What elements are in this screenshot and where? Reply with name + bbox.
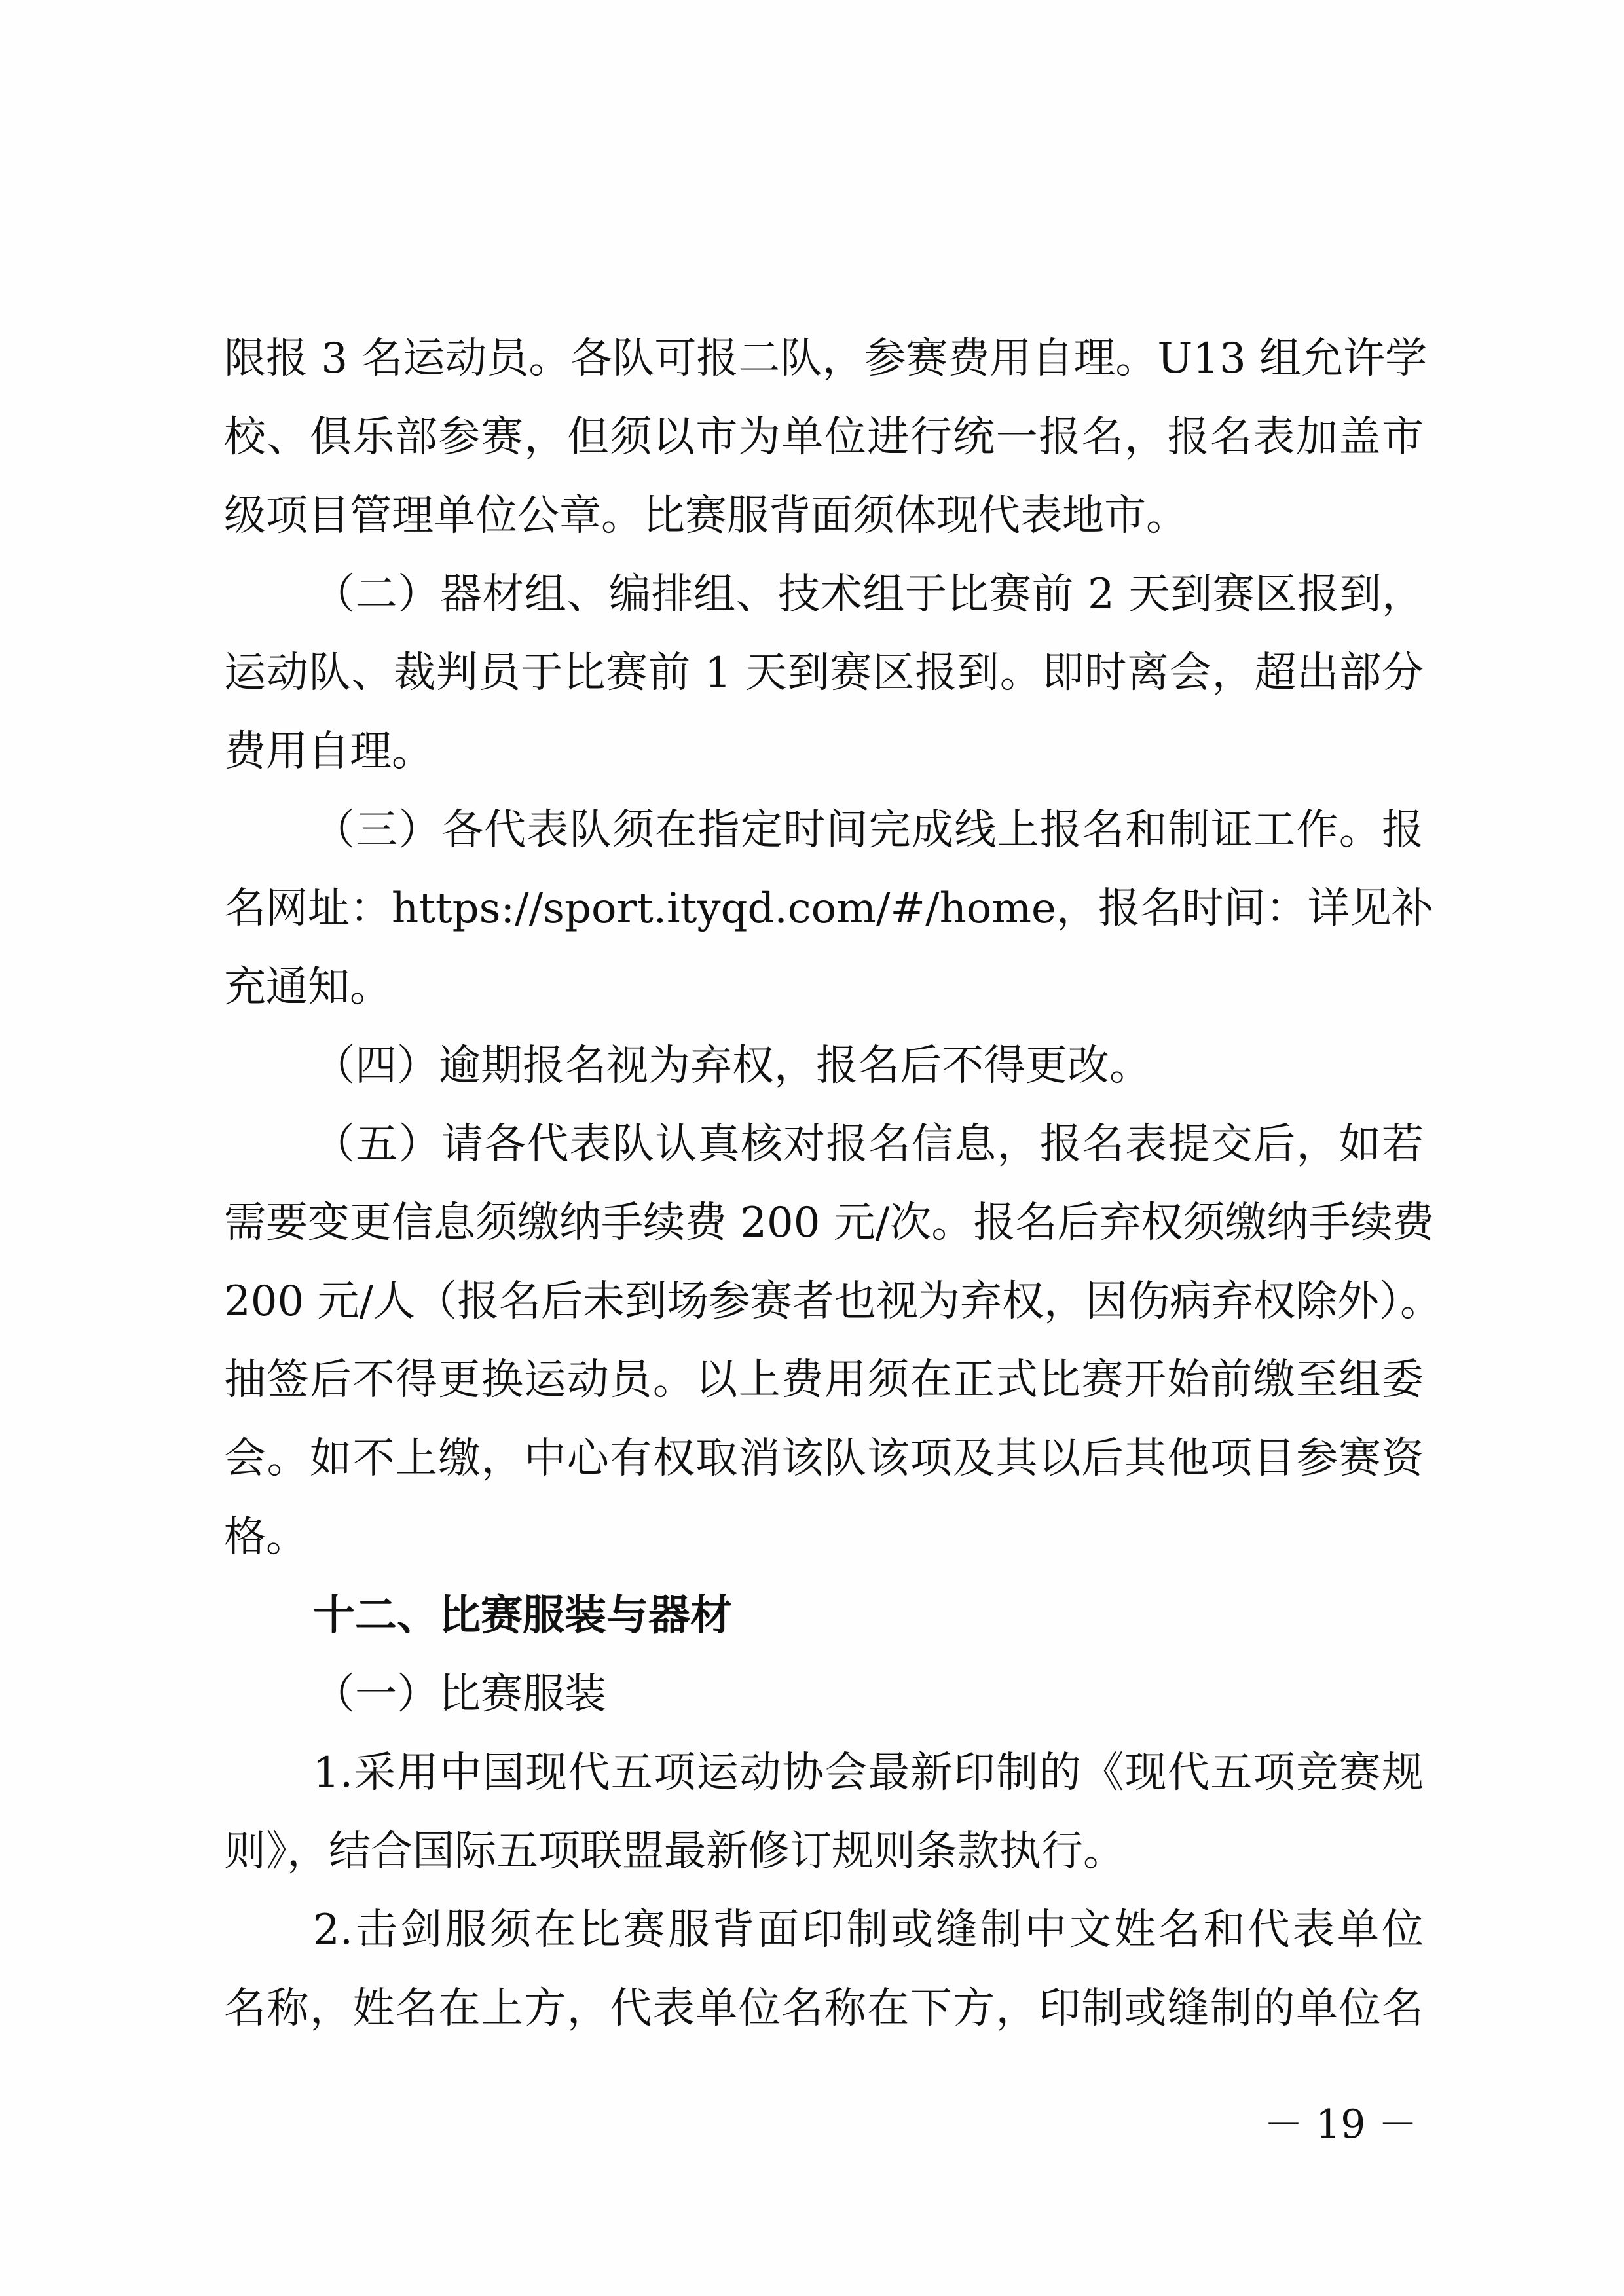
subsection-title: （一）比赛服装	[313, 1670, 606, 1719]
text-line: 限报 3 名运动员。各队可报二队，参赛费用自理。U13 组允许学	[224, 335, 1428, 383]
subsection-heading-uniform	[224, 1655, 1424, 1734]
text-line: 200 元/人（报名后未到场参赛者也视为弃权，因伤病弃权除外）。	[224, 1277, 1443, 1326]
document-body	[224, 319, 1443, 2048]
text-line: 级项目管理单位公章。比赛服背面须体现代表地市。	[224, 492, 1188, 540]
section-heading-12	[224, 1576, 1424, 1655]
text-line: 费用自理。	[224, 727, 434, 776]
paragraph-4-late-registration	[224, 1027, 1424, 1105]
text-line: （五）请各代表队认真核对报名信息，报名表提交后，如若	[313, 1120, 1424, 1169]
section-title: 十二、比赛服装与器材	[313, 1592, 732, 1640]
text-line: 1.采用中国现代五项运动协会最新印制的《现代五项竞赛规	[313, 1749, 1424, 1797]
text-line: 运动队、裁判员于比赛前 1 天到赛区报到。即时离会，超出部分	[224, 649, 1424, 697]
text-line: 2.击剑服须在比赛服背面印制或缝制中文姓名和代表单位	[313, 1906, 1424, 1954]
text-line: （三）各代表队须在指定时间完成线上报名和制证工作。报	[313, 806, 1424, 854]
text-line: 会。如不上缴，中心有权取消该队该项及其以后其他项目参赛资	[224, 1434, 1424, 1483]
registration-url-line: 名网址：https://sport.ityqd.com/#/home，报名时间：详见补	[224, 884, 1433, 933]
item-2-fencing-uniform	[224, 1891, 1424, 2048]
item-1-rules	[224, 1734, 1424, 1891]
text-line: 校、俱乐部参赛，但须以市为单位进行统一报名，报名表加盖市	[224, 413, 1424, 462]
text-line: 则》，结合国际五项联盟最新修订规则条款执行。	[224, 1827, 1125, 1876]
paragraph-2-check-in	[224, 555, 1424, 791]
paragraph-5-fees	[224, 1105, 1443, 1576]
text-line: 充通知。	[224, 963, 392, 1011]
text-line: 抽签后不得更换运动员。以上费用须在正式比赛开始前缴至组委	[224, 1356, 1424, 1404]
text-line: 格。	[224, 1513, 308, 1561]
paragraph-3-online-registration	[224, 791, 1433, 1027]
paragraph-participants	[224, 319, 1428, 555]
text-line: 名称，姓名在上方，代表单位名称在下方，印制或缝制的单位名	[224, 1984, 1424, 2033]
text-line: 需要变更信息须缴纳手续费 200 元/次。报名后弃权须缴纳手续费	[224, 1199, 1435, 1247]
text-line: （四）逾期报名视为弃权，报名后不得更改。	[313, 1042, 1151, 1090]
page-number: － 19 －	[1264, 2102, 1418, 2147]
text-line: （二）器材组、编排组、技术组于比赛前 2 天到赛区报到，	[313, 570, 1424, 619]
